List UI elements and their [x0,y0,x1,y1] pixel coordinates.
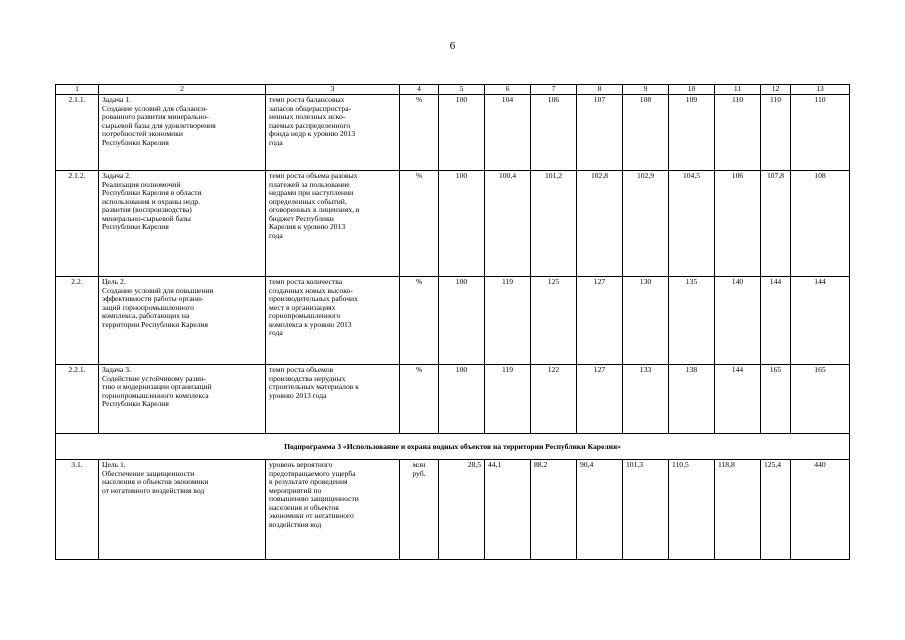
text-line: комплекса к уровню 2013 [269,319,352,329]
value-cell: 28,5 [439,460,485,560]
value-cell: 144 [791,277,850,365]
value-cell: 110 [761,95,791,171]
value-cell: 138 [669,365,715,434]
table-row [56,277,850,365]
indicator-cell [266,277,400,365]
unit-cell [400,460,439,560]
value-cell: 130 [623,277,669,365]
text-line: Задача 2. [102,171,131,180]
indicator-cell [266,460,400,560]
column-number-row [56,85,850,95]
text-line: эффективности работы органи- [102,294,204,303]
text-line: тию и модернизации организаций [102,382,212,391]
row-number-cell: 2.1.2. [56,171,99,277]
column-number: 7 [531,85,577,95]
text-line: заций горнопромышленного [102,302,194,312]
value-cell: 135 [669,277,715,365]
column-number: 5 [439,85,485,95]
value-cell: 108 [623,95,669,171]
row-number-cell: 2.1.1. [56,95,99,171]
value-cell: 101,3 [623,460,669,560]
value-cell: 88,2 [531,460,577,560]
page-number: 6 [449,40,456,52]
text-line: платежей за пользование [269,179,350,189]
text-line: бюджет Республики [269,213,334,223]
text-line: Обеспечение защищенности [102,468,195,478]
text-line: года [269,137,283,147]
value-cell: 127 [577,365,623,434]
text-line: запасов общераспростра- [269,103,352,113]
subprogram-title: Подпрограмма 3 «Использование и охрана водных объектов на территории Республики Карелия» [56,434,850,460]
column-number: 3 [266,85,400,95]
text-line: темп роста объемов [269,365,334,374]
text-line: производительных рабочих [269,294,358,303]
value-cell: 106 [531,95,577,171]
value-cell: 119 [485,365,531,434]
text-line: Создание условий для повышения [102,285,214,295]
value-cell: 102,8 [577,171,623,277]
text-line: руб. [412,468,426,478]
value-cell: 107,8 [761,171,791,277]
text-line: Задача 3. [102,365,131,374]
value-cell: 100 [439,171,485,277]
column-number: 12 [761,85,791,95]
text-line: населения и объектов экономики [102,477,209,486]
text-line: Цель 1. [102,460,126,469]
indicators-table [55,84,850,560]
text-line: горнопромышленного [269,311,341,320]
text-line: Республики Карелия [102,137,169,147]
goal-cell [99,277,266,365]
value-cell: 108 [791,171,850,277]
indicator-cell [266,365,400,434]
text-line: развития (воспроизводства) [102,205,192,214]
value-cell: 133 [623,365,669,434]
value-cell: 110 [791,95,850,171]
row-number-cell: 2.2. [56,277,99,365]
value-cell: 104 [485,95,531,171]
unit-cell: % [400,277,439,365]
value-cell: 100 [439,277,485,365]
value-cell: 165 [791,365,850,434]
column-number: 1 [56,85,99,95]
text-line: потребностей экономики [102,129,183,138]
row-number-cell: 2.2.1. [56,365,99,434]
text-line: фонда недр к уровню 2013 [269,129,356,138]
indicator-cell [266,95,400,171]
text-line: недрами при наступлении [269,188,354,197]
value-cell: 100,4 [485,171,531,277]
unit-cell: % [400,95,439,171]
text-line: паемых распределенного [269,120,351,130]
value-cell: 109 [669,95,715,171]
value-cell: 90,4 [577,460,623,560]
text-line: Создание условий для сбаланси- [102,103,208,113]
text-line: млн [412,460,426,469]
value-cell: 100 [439,95,485,171]
text-line: строительных материалов к [269,382,359,391]
text-line: темп роста балансовых [269,95,345,104]
text-line: Цель 2. [102,277,126,286]
text-line: использования и охраны недр. [102,196,201,206]
value-cell: 101,2 [531,171,577,277]
value-cell: 102,9 [623,171,669,277]
text-line: Республики Карелия в области [102,188,202,197]
value-cell: 107 [577,95,623,171]
text-line: территории Республики Карелия [102,319,209,329]
text-line: Республики Карелия [102,222,169,231]
text-line: повышению защищенности [269,494,359,503]
value-cell: 127 [577,277,623,365]
text-line: минерально-сырьевой базы [102,213,191,223]
table-row [56,365,850,434]
value-cell: 144 [761,277,791,365]
text-line: горнопромышленного комплекса [102,390,209,400]
text-line: воздействия вод [269,519,322,529]
column-number: 13 [791,85,850,95]
text-line: населения и объектов [269,502,339,512]
subprogram-row [56,434,850,460]
value-cell: 144 [715,365,761,434]
text-line: года [269,230,283,240]
table-row [56,460,850,560]
indicator-cell [266,171,400,277]
value-cell: 125,4 [761,460,791,560]
unit-cell: % [400,365,439,434]
column-number: 9 [623,85,669,95]
text-line: Содействие устойчивому разви- [102,373,206,383]
value-cell: 440 [791,460,850,560]
value-cell: 125 [531,277,577,365]
unit-cell: % [400,171,439,277]
value-cell: 110,5 [669,460,715,560]
column-number: 4 [400,85,439,95]
text-line: уровню 2013 года [269,390,327,400]
text-line: уровень вероятного [269,460,333,469]
text-line: созданных новых высоко- [269,285,353,295]
goal-cell [99,95,266,171]
row-number-cell: 3.1. [56,460,99,560]
text-line: от негативного воздействия вод [102,485,205,495]
column-number: 11 [715,85,761,95]
value-cell: 165 [761,365,791,434]
text-line: мест в организациях [269,302,336,312]
text-line: темп роста количества [269,277,343,286]
goal-cell [99,171,266,277]
column-number: 6 [485,85,531,95]
table-row [56,95,850,171]
text-line: Карелия к уровню 2013 [269,222,346,231]
column-number: 2 [99,85,266,95]
text-line: в результате проведения [269,477,348,486]
text-line: мероприятий по [269,485,322,495]
text-line: определенных событий, [269,196,347,206]
text-line: года [269,328,283,337]
text-line: Задача 1. [102,95,131,104]
goal-cell [99,460,266,560]
value-cell: 119 [485,277,531,365]
value-cell: 118,8 [715,460,761,560]
table-row [56,171,850,277]
text-line: ненных полезных иско- [269,112,346,121]
text-line: экономики от негативного [269,511,354,520]
text-line: комплекса, работающих на [102,311,190,320]
value-cell: 140 [715,277,761,365]
column-number: 8 [577,85,623,95]
goal-cell [99,365,266,434]
text-line: предотвращаемого ущерба [269,468,356,478]
text-line: Реализация полномочий [102,179,181,189]
text-line: производства нерудных [269,373,346,383]
text-line: Республики Карелия [102,399,169,408]
column-number: 10 [669,85,715,95]
value-cell: 110 [715,95,761,171]
value-cell: 100 [439,365,485,434]
value-cell: 104,5 [669,171,715,277]
text-line: темп роста объема разовых [269,171,358,180]
text-line: оговоренных в лицензиях, в [269,205,360,214]
value-cell: 44,1 [485,460,531,560]
table-body [56,85,850,560]
value-cell: 122 [531,365,577,434]
value-cell: 106 [715,171,761,277]
text-line: рованного развития минерально- [102,112,209,121]
text-line: сырьевой базы для удовлетворения [102,120,216,130]
